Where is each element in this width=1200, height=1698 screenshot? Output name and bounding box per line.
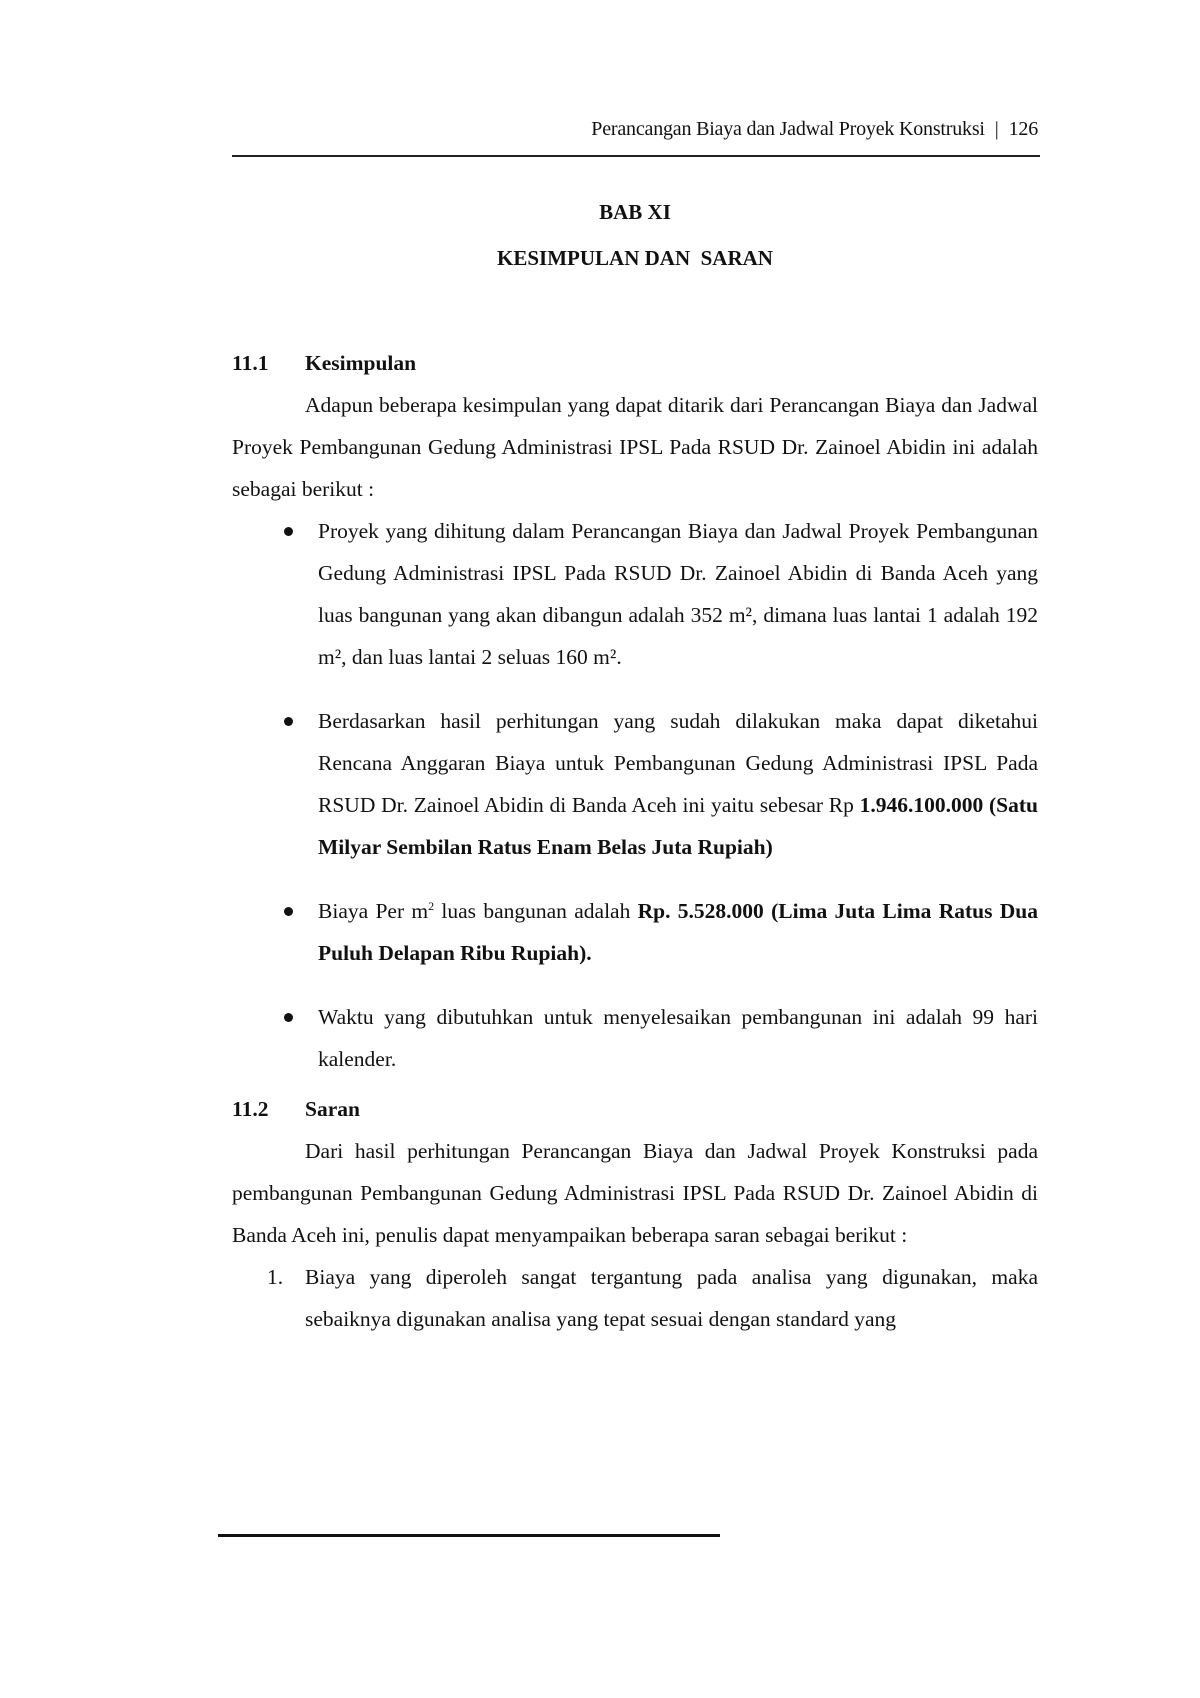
conclusion-list [232, 510, 1038, 1080]
chapter-number: BAB XI [599, 200, 671, 224]
bullet-bold-amount: 1.946.100.000 (Satu Milyar Sembilan Ratus Enam Belas Juta Rupiah) [318, 793, 1038, 859]
header-separator: | [994, 118, 999, 140]
suggestion-list [232, 1256, 1038, 1340]
footnote-divider [218, 1534, 720, 1537]
section-title: Saran [305, 1097, 360, 1121]
page-body [232, 342, 1038, 1340]
bullet-text: Biaya Per m [318, 899, 429, 923]
section-intro-paragraph: Dari hasil perhitungan Perancangan Biaya dan Jadwal Proyek Konstruksi pada pembangunan Pembangunan Gedung Administrasi IPSL Pada RSUD Dr. Zainoel Abidin di Banda Aceh ini, penulis dapat menyampaikan beberapa saran sebagai berikut : [232, 1139, 1038, 1247]
section-number: 11.2 [232, 1097, 269, 1121]
list-item [232, 996, 1038, 1080]
list-item [232, 890, 1038, 974]
list-item [232, 700, 1038, 868]
header-divider [232, 155, 1040, 157]
list-item [232, 510, 1038, 678]
section-heading-kesimpulan [232, 342, 1038, 384]
section-number: 11.1 [232, 351, 269, 375]
item-number: 1. [267, 1265, 284, 1289]
running-header [232, 118, 1038, 141]
item-text: Biaya yang diperoleh sangat tergantung pada analisa yang digunakan, maka sebaiknya digunakan analisa yang tepat sesuai dengan standard yang [305, 1265, 1038, 1331]
section-intro-paragraph: Adapun beberapa kesimpulan yang dapat ditarik dari Perancangan Biaya dan Jadwal Proyek Pembangunan Gedung Administrasi IPSL Pada RSUD Dr. Zainoel Abidin ini adalah sebagai berikut : [232, 393, 1038, 501]
bullet-bold-amount: Rp. 5.528.000 (Lima Juta Lima Ratus Dua Puluh Delapan Ribu Rupiah). [318, 899, 1038, 965]
page-number: 126 [1008, 118, 1038, 140]
bullet-text: luas bangunan adalah [434, 899, 638, 923]
bullet-text: Waktu yang dibutuhkan untuk menyelesaikan pembangunan ini adalah 99 hari kalender. [318, 1005, 1038, 1071]
list-item [232, 1256, 1038, 1340]
superscript: 2 [428, 898, 435, 913]
running-title: Perancangan Biaya dan Jadwal Proyek Konstruksi [591, 118, 985, 140]
section-heading-saran [232, 1088, 1038, 1130]
chapter-title: KESIMPULAN DAN SARAN [497, 246, 773, 270]
bullet-text: Berdasarkan hasil perhitungan yang sudah dilakukan maka dapat diketahui Rencana Anggaran Biaya untuk Pembangunan Gedung Administrasi IPSL Pada RSUD Dr. Zainoel Abidin di Banda Aceh ini yaitu sebesar Rp [318, 709, 1038, 817]
bullet-text: Proyek yang dihitung dalam Perancangan Biaya dan Jadwal Proyek Pembangunan Gedung Administrasi IPSL Pada RSUD Dr. Zainoel Abidin di Banda Aceh yang luas bangunan yang akan dibangun adalah 352 m², dimana luas lantai 1 adalah 192 m², dan luas lantai 2 seluas 160 m². [318, 519, 1038, 669]
section-title: Kesimpulan [305, 351, 417, 375]
